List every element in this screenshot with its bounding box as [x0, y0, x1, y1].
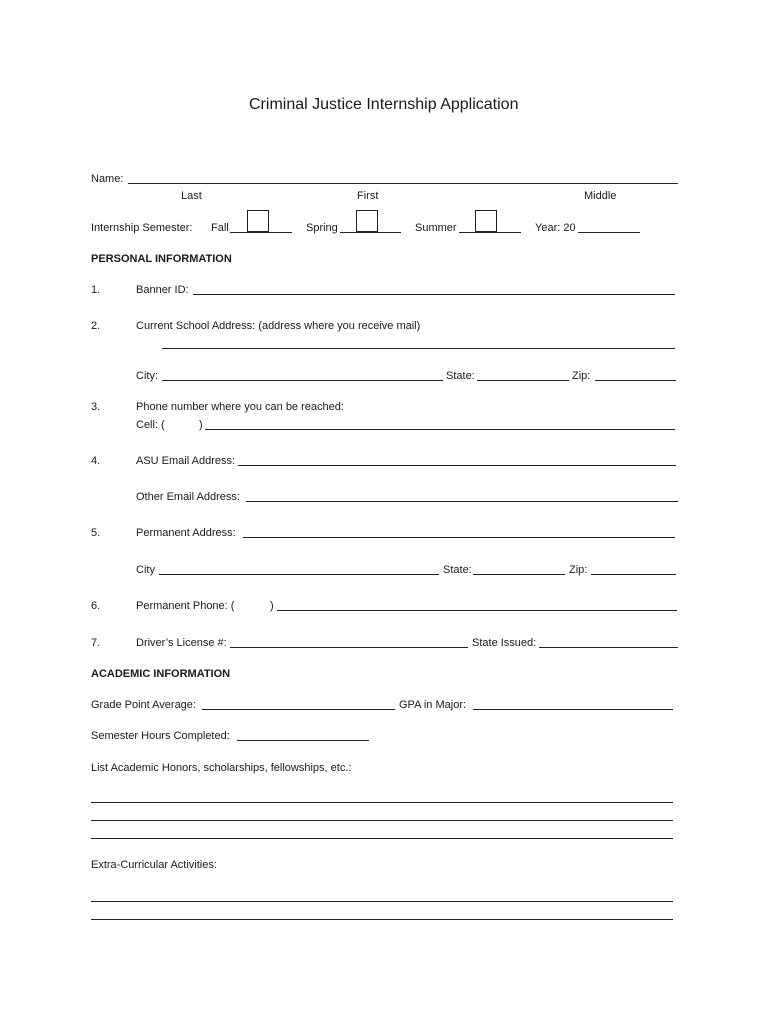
semester-summer-line: [459, 232, 521, 233]
gpa-major-label: GPA in Major:: [399, 699, 467, 711]
item-number: 7.: [91, 637, 101, 649]
item-number: 5.: [91, 527, 101, 539]
semester-label: Internship Semester:: [91, 222, 193, 234]
state-issued-field[interactable]: [539, 647, 678, 648]
permanent-zip-label: Zip:: [569, 564, 588, 576]
school-address-label: Current School Address: (address where you receive mail): [136, 320, 421, 332]
cell-paren-close: ): [199, 419, 203, 431]
extracurricular-line[interactable]: [91, 919, 673, 920]
drivers-license-label: Driver’s License #:: [136, 637, 227, 649]
item-number: 3.: [91, 401, 101, 413]
gpa-field[interactable]: [202, 709, 395, 710]
school-state-label: State:: [446, 370, 475, 382]
permanent-address-field[interactable]: [243, 537, 675, 538]
school-city-field[interactable]: [162, 380, 443, 381]
semester-summer-label: Summer: [415, 222, 457, 234]
drivers-license-field[interactable]: [230, 647, 468, 648]
permanent-phone-field[interactable]: [277, 610, 677, 611]
item-number: 4.: [91, 455, 101, 467]
school-zip-label: Zip:: [572, 370, 591, 382]
name-sub-last: Last: [181, 190, 202, 202]
permanent-city-label: City: [136, 564, 155, 576]
extracurricular-label: Extra-Curricular Activities:: [91, 859, 217, 871]
school-state-field[interactable]: [477, 380, 569, 381]
semester-hours-field[interactable]: [237, 740, 369, 741]
semester-spring-checkbox[interactable]: [356, 210, 378, 232]
asu-email-label: ASU Email Address:: [136, 455, 236, 467]
permanent-city-field[interactable]: [159, 574, 439, 575]
semester-fall-checkbox[interactable]: [247, 210, 269, 232]
permanent-state-field[interactable]: [473, 574, 565, 575]
cell-field[interactable]: [205, 429, 675, 430]
semester-hours-label: Semester Hours Completed:: [91, 730, 230, 742]
semester-fall-label: Fall: [211, 222, 229, 234]
name-sub-first: First: [357, 190, 379, 202]
semester-year-field[interactable]: [578, 232, 640, 233]
name-label: Name:: [91, 173, 124, 185]
state-issued-label: State Issued:: [472, 637, 537, 649]
permanent-phone-paren-close: ): [270, 600, 274, 612]
extracurricular-line[interactable]: [91, 901, 673, 902]
cell-label: Cell: (: [136, 419, 165, 431]
academic-heading: ACADEMIC INFORMATION: [91, 668, 231, 680]
permanent-address-label: Permanent Address:: [136, 527, 236, 539]
personal-heading: PERSONAL INFORMATION: [91, 253, 232, 265]
name-sub-middle: Middle: [584, 190, 617, 202]
school-zip-field[interactable]: [595, 380, 676, 381]
semester-spring-label: Spring: [306, 222, 338, 234]
gpa-label: Grade Point Average:: [91, 699, 196, 711]
item-number: 6.: [91, 600, 101, 612]
semester-spring-line: [340, 232, 401, 233]
other-email-label: Other Email Address:: [136, 491, 240, 503]
item-number: 2.: [91, 320, 101, 332]
gpa-major-field[interactable]: [473, 709, 673, 710]
banner-id-label: Banner ID:: [136, 284, 189, 296]
semester-summer-checkbox[interactable]: [475, 210, 497, 232]
honors-line[interactable]: [91, 802, 673, 803]
permanent-phone-label: Permanent Phone: (: [136, 600, 235, 612]
honors-line[interactable]: [91, 820, 673, 821]
honors-line[interactable]: [91, 838, 673, 839]
page-title: Criminal Justice Internship Application: [249, 96, 519, 113]
school-city-label: City:: [136, 370, 158, 382]
banner-id-field[interactable]: [193, 294, 675, 295]
item-number: 1.: [91, 284, 101, 296]
permanent-state-label: State:: [443, 564, 472, 576]
honors-label: List Academic Honors, scholarships, fellowships, etc.:: [91, 762, 352, 774]
semester-fall-line: [230, 232, 292, 233]
name-field[interactable]: [128, 183, 678, 184]
permanent-zip-field[interactable]: [591, 574, 676, 575]
asu-email-field[interactable]: [238, 465, 676, 466]
semester-year-label: Year: 20: [535, 222, 576, 234]
school-address-field[interactable]: [162, 348, 675, 349]
phone-label: Phone number where you can be reached:: [136, 401, 344, 413]
other-email-field[interactable]: [246, 501, 678, 502]
